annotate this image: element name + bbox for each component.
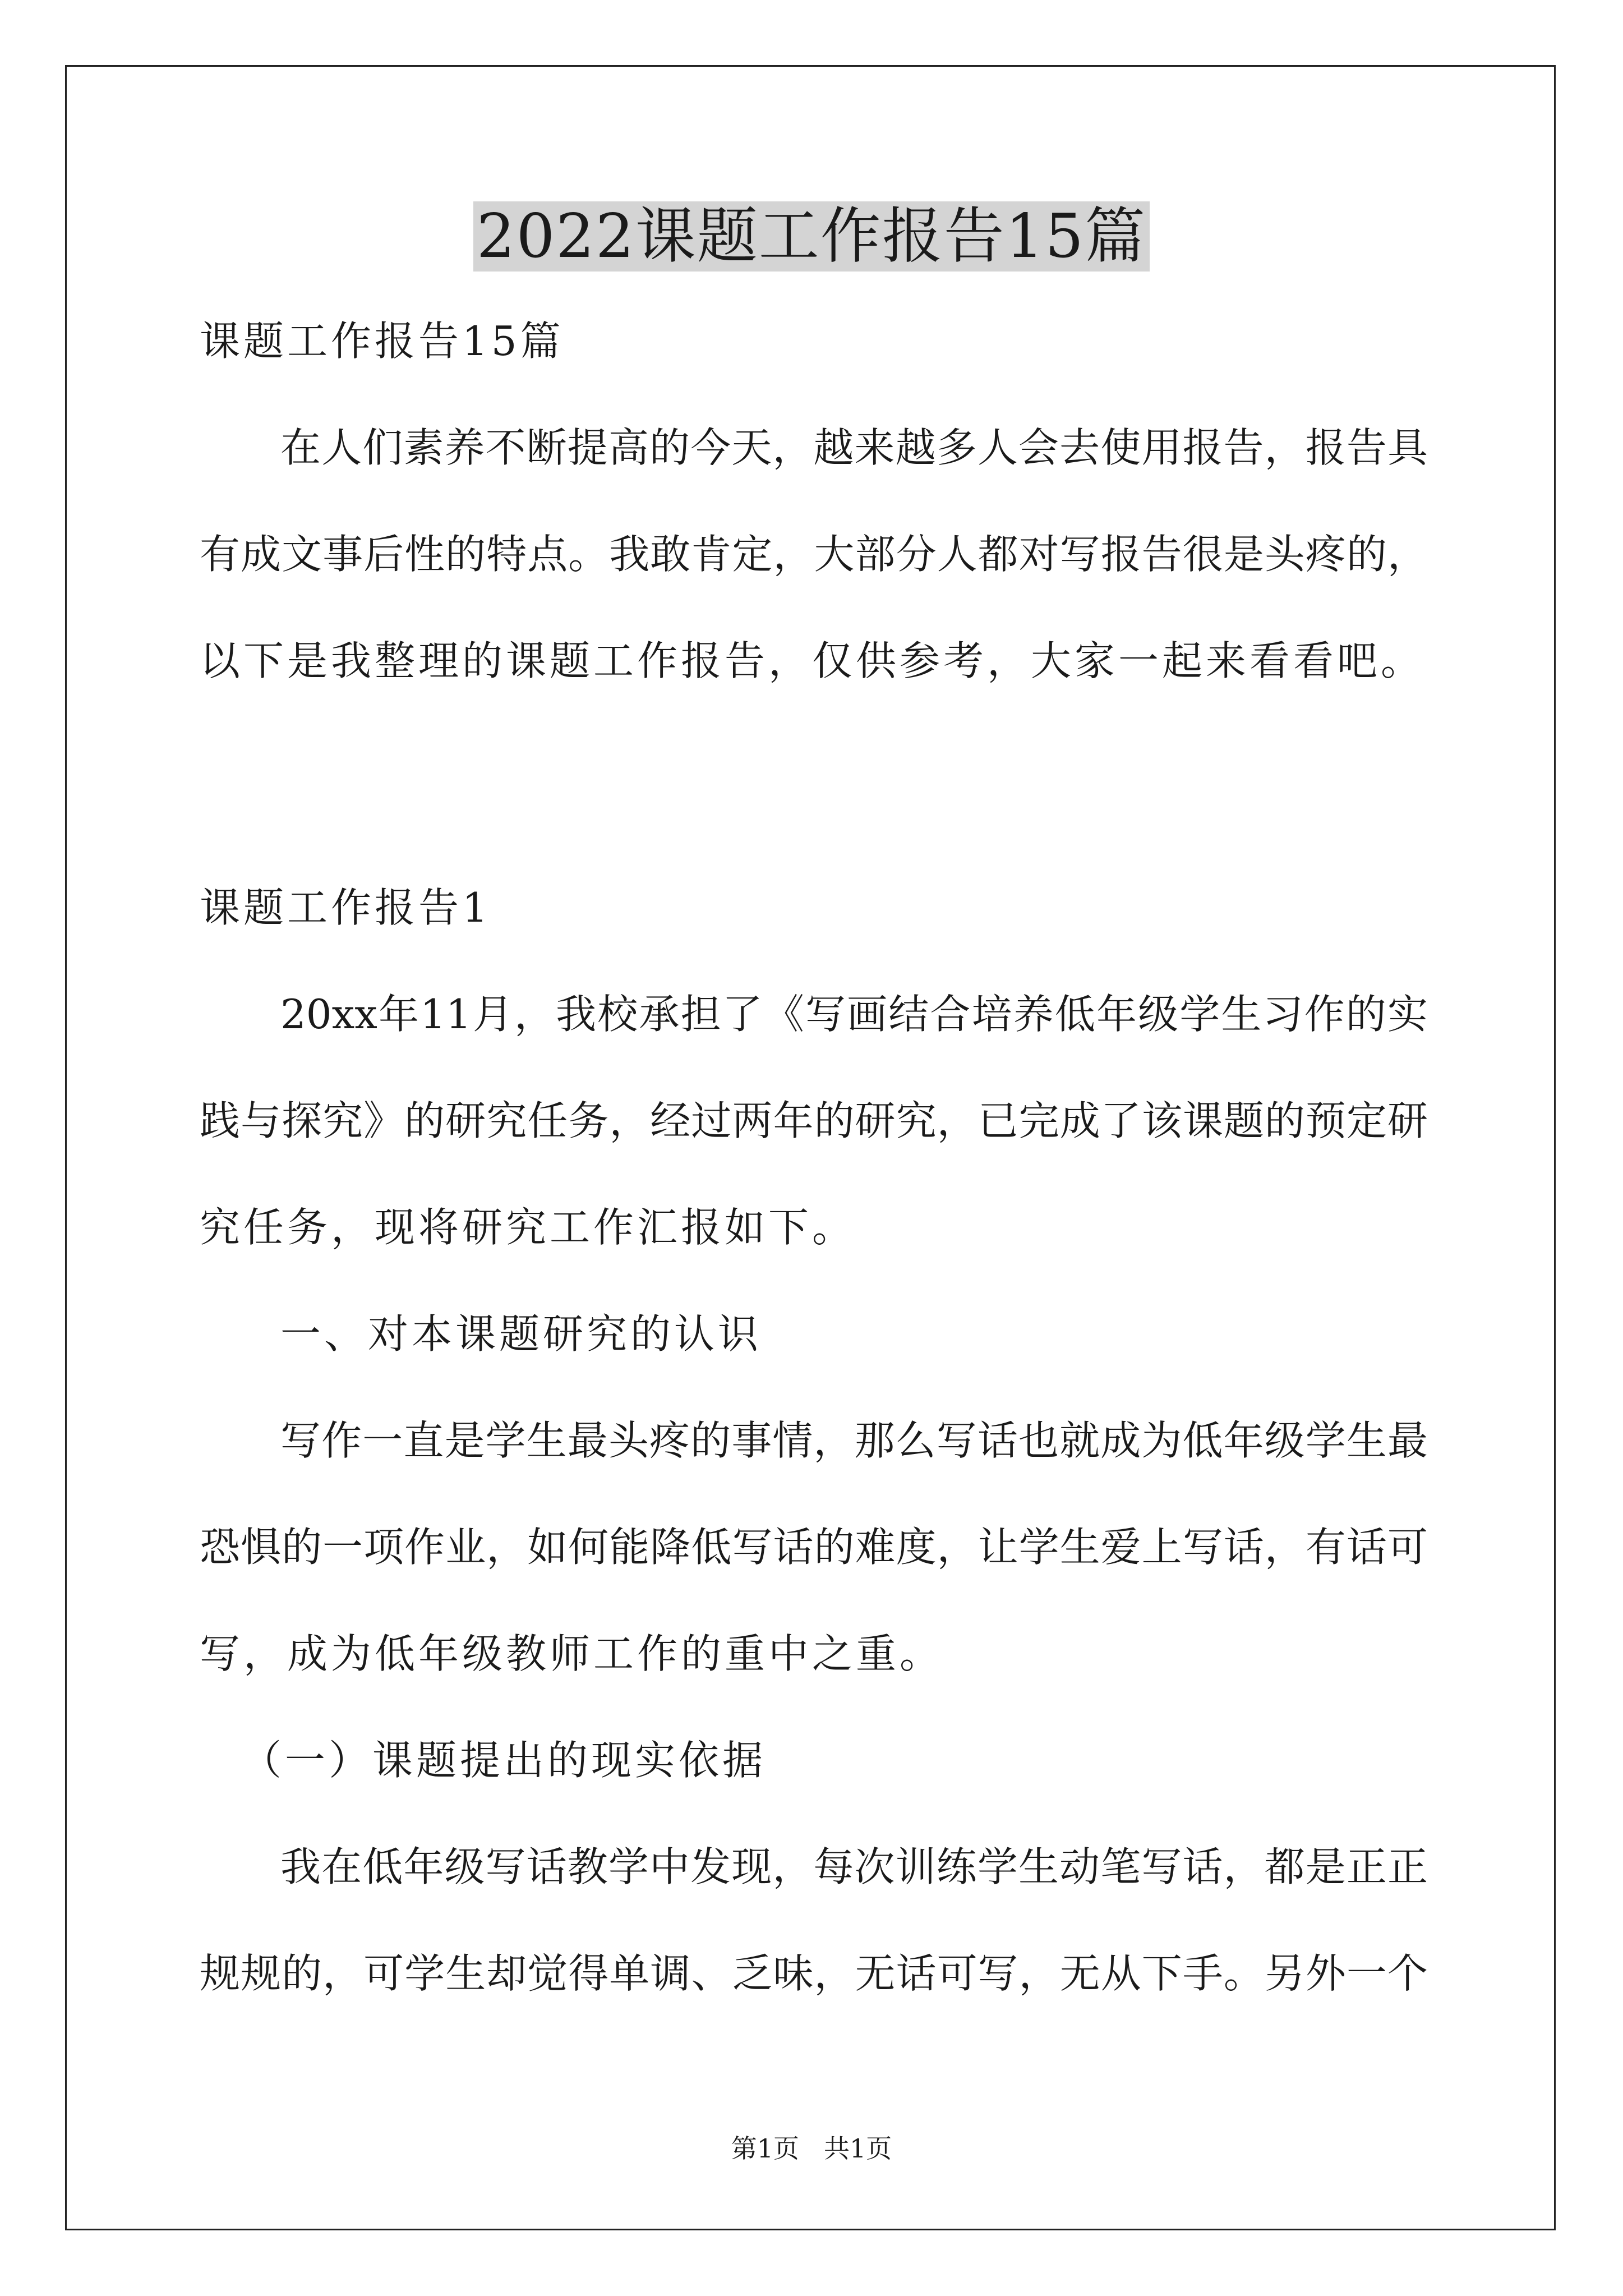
page-footer bbox=[0, 2132, 1623, 2165]
para2-line-3: 写，成为低年级教师工作的重中之重。 bbox=[200, 1630, 944, 1677]
section-heading: 课题工作报告1 bbox=[200, 884, 491, 931]
page-total: 共1页 bbox=[823, 2133, 892, 2164]
para1-line-1: 20xx年11月，我校承担了《写画结合培养低年级学生习作的实 bbox=[280, 991, 1428, 1038]
heading-1: 一、对本课题研究的认识 bbox=[280, 1310, 762, 1358]
para2-line-1: 写作一直是学生最头疼的事情，那么写话也就成为低年级学生最 bbox=[280, 1417, 1428, 1464]
intro-line-1: 在人们素养不断提高的今天，越来越多人会去使用报告，报告具 bbox=[280, 424, 1428, 471]
heading-2: （一）课题提出的现实依据 bbox=[241, 1737, 767, 1784]
document-title-text: 2022课题工作报告15篇 bbox=[473, 201, 1150, 272]
page-border bbox=[65, 65, 1556, 2230]
intro-line-3: 以下是我整理的课题工作报告，仅供参考，大家一起来看看吧。 bbox=[200, 637, 1425, 684]
para2-line-2: 恐惧的一项作业，如何能降低写话的难度，让学生爱上写话，有话可 bbox=[200, 1524, 1428, 1571]
intro-line-2: 有成文事后性的特点。我敢肯定，大部分人都对写报告很是头疼的， bbox=[200, 531, 1428, 578]
page-number: 第1页 bbox=[731, 2133, 800, 2164]
para1-line-3: 究任务，现将研究工作汇报如下。 bbox=[200, 1204, 856, 1251]
document-subtitle: 课题工作报告15篇 bbox=[200, 318, 564, 365]
para3-line-1: 我在低年级写话教学中发现，每次训练学生动笔写话，都是正正 bbox=[280, 1843, 1428, 1890]
para3-line-2: 规规的，可学生却觉得单调、乏味，无话可写，无从下手。另外一个 bbox=[200, 1950, 1428, 1997]
para1-line-2: 践与探究》的研究任务，经过两年的研究，已完成了该课题的预定研 bbox=[200, 1097, 1428, 1144]
document-title bbox=[0, 197, 1623, 276]
